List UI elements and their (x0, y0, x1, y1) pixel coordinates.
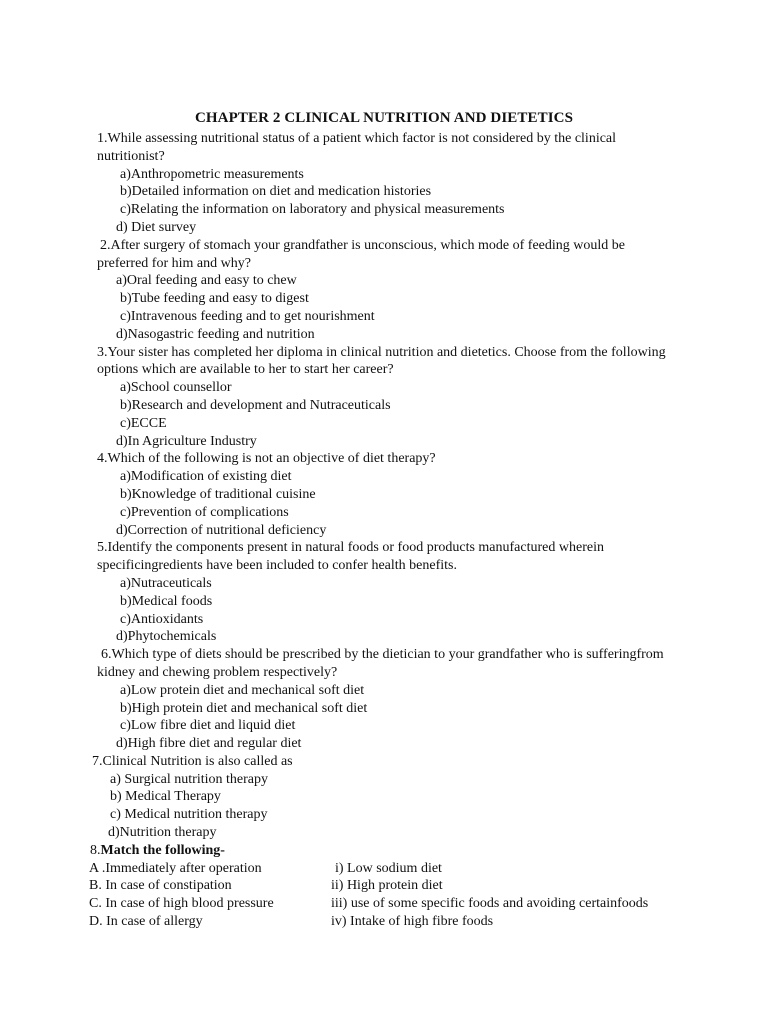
question-3 (0, 344, 768, 451)
option: a)Low protein diet and mechanical soft diet (120, 682, 365, 698)
question-text: 4.Which of the following is not an objective of diet therapy? (97, 451, 436, 467)
question-number: 8. (90, 842, 101, 858)
question-text: 1.While assessing nutritional status of a patient which factor is not considered by the clinical nutritionist? (97, 131, 617, 164)
option: d) Diet survey (116, 219, 197, 235)
question-text: 7.Clinical Nutrition is also called as (92, 753, 293, 769)
question-1 (0, 130, 768, 237)
match-row (89, 860, 768, 878)
option: c)Intravenous feeding and to get nourishment (120, 308, 375, 324)
option: c)Relating the information on laboratory and physical measurements (120, 202, 505, 218)
option: d)Correction of nutritional deficiency (116, 522, 327, 538)
match-left: A .Immediately after operation (89, 860, 262, 876)
option: a)School counsellor (120, 380, 232, 396)
match-row (89, 895, 768, 913)
option: b)Knowledge of traditional cuisine (120, 486, 316, 502)
option: c)Prevention of complications (120, 504, 289, 520)
option: c)Low fibre diet and liquid diet (120, 718, 296, 734)
option: b)Medical foods (120, 593, 213, 609)
option: d)High fibre diet and regular diet (116, 736, 302, 752)
option: a)Oral feeding and easy to chew (116, 273, 297, 289)
question-text: 5.Identify the components present in natural foods or food products manufactured wherein specificingredients have been included to confer health benefits. (97, 540, 604, 574)
question-8 (0, 842, 768, 931)
match-right: ii) High protein diet (331, 878, 443, 894)
match-right: iv) Intake of high fibre foods (331, 914, 494, 930)
match-heading: Match the following- (100, 842, 225, 858)
option: b)Research and development and Nutraceuticals (120, 397, 391, 413)
question-5 (0, 539, 768, 646)
question-text: 2.After surgery of stomach your grandfather is unconscious, which mode of feeding would be preferred for him and why? (97, 237, 625, 271)
option: d)Nutrition therapy (108, 825, 217, 841)
option: a)Modification of existing diet (120, 469, 292, 485)
option: d)In Agriculture Industry (116, 433, 257, 449)
question-list (0, 130, 768, 931)
option: b)High protein diet and mechanical soft diet (120, 700, 368, 716)
option: b)Detailed information on diet and medication histories (120, 184, 432, 200)
match-row (89, 913, 768, 931)
question-4 (0, 450, 768, 539)
match-left: B. In case of constipation (89, 878, 232, 894)
option: b) Medical Therapy (110, 789, 221, 805)
question-7 (0, 753, 768, 842)
option: a)Nutraceuticals (120, 575, 212, 591)
question-2 (0, 237, 768, 344)
match-table (89, 860, 768, 931)
question-6 (0, 646, 768, 753)
option: d)Phytochemicals (116, 629, 217, 645)
option: b)Tube feeding and easy to digest (120, 291, 309, 307)
match-right: iii) use of some specific foods and avoiding certainfoods (331, 896, 649, 912)
option: d)Nasogastric feeding and nutrition (116, 326, 315, 342)
option: a)Anthropometric measurements (120, 166, 304, 182)
option: c)ECCE (120, 415, 167, 431)
match-left: C. In case of high blood pressure (89, 896, 274, 912)
match-left: D. In case of allergy (89, 914, 203, 930)
question-text: 3.Your sister has completed her diploma in clinical nutrition and dietetics. Choose from the following options which are available to her to start her career? (97, 344, 666, 378)
chapter-title: CHAPTER 2 CLINICAL NUTRITION AND DIETETICS (194, 110, 574, 126)
question-heading (90, 842, 768, 860)
option: c) Medical nutrition therapy (110, 807, 268, 823)
option: a) Surgical nutrition therapy (110, 771, 268, 787)
question-text: 6.Which type of diets should be prescribed by the dietician to your grandfather who is sufferingfrom kidney and chewing problem respectively? (97, 647, 664, 680)
match-row (89, 877, 768, 895)
match-right: i) Low sodium diet (335, 860, 442, 876)
option: c)Antioxidants (120, 611, 204, 627)
